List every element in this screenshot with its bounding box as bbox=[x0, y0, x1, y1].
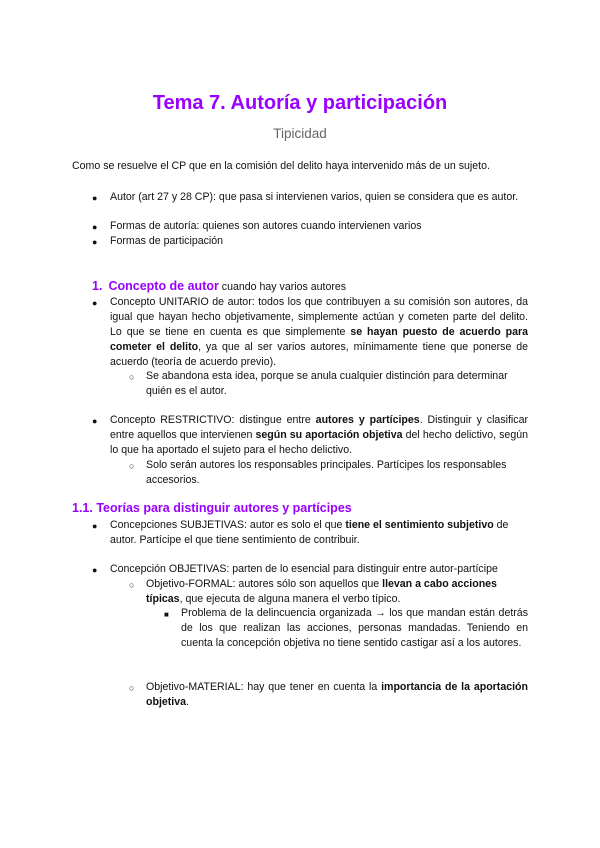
list-item: Concepción OBJETIVAS: parten de lo esencial para distinguir entre autor-partícipe bbox=[110, 563, 498, 575]
list-item: Concepciones SUBJETIVAS: autor es solo el que tiene el sentimiento subjetivo de autor. Partícipe el que tiene sentimiento de contribuir. bbox=[110, 519, 509, 546]
square-bullet-icon: ■ bbox=[164, 610, 169, 619]
bullet-icon: ● bbox=[92, 416, 98, 426]
list-item: Problema de la delincuencia organizada → los que mandan están detrás de los que realizan las acciones, personas mandadas. Teniendo en cuenta la concepción objetiva no tiene sentido castigar así a los autores. bbox=[181, 607, 528, 649]
section-1-heading bbox=[92, 278, 346, 295]
bullet-icon: ● bbox=[92, 565, 98, 575]
section-number: 1. bbox=[92, 279, 103, 293]
list-item: Concepto UNITARIO de autor: todos los que contribuyen a su comisión son autores, da igual que hayan hecho objetivamente, simplemente actúan y cometen parte del delito. Lo que se tiene en cuenta es que simplemente se hayan puesto de acuerdo para cometer el delito, ya que al ser varios autores, mínimamente tiene que ponerse de acuerdo (teoría de acuerdo previo). bbox=[110, 296, 529, 368]
list-item: Objetivo-FORMAL: autores sólo son aquellos que llevan a cabo acciones típicas, que ejecuta de alguna manera el verbo típico. bbox=[146, 578, 497, 605]
bullet-icon: ● bbox=[92, 298, 98, 308]
bullet-icon: ● bbox=[92, 222, 98, 232]
bullet-icon: ● bbox=[92, 237, 98, 247]
list-item: Objetivo-MATERIAL: hay que tener en cuenta la importancia de la aportación objetiva. bbox=[146, 681, 528, 708]
list-item: Concepto RESTRICTIVO: distingue entre autores y partícipes. Distinguir y clasificar entre aquellos que intervienen según su aportación objetiva del hecho delictivo, según lo que ha aportado el sujeto para el hecho delictivo. bbox=[110, 414, 528, 456]
page-subtitle: Tipicidad bbox=[273, 126, 327, 141]
intro-paragraph: Como se resuelve el CP que en la comisión del delito haya intervenido más de un sujeto. bbox=[72, 160, 490, 172]
circle-bullet-icon: ○ bbox=[129, 461, 135, 471]
bullet-icon: ● bbox=[92, 521, 98, 531]
list-item: Se abandona esta idea, porque se anula cualquier distinción para determinar quién es el autor. bbox=[146, 370, 508, 397]
circle-bullet-icon: ○ bbox=[129, 580, 135, 590]
section-1-1-heading: 1.1. Teorías para distinguir autores y partícipes bbox=[72, 501, 352, 515]
list-item: Formas de autoría: quienes son autores cuando intervienen varios bbox=[110, 220, 422, 232]
circle-bullet-icon: ○ bbox=[129, 372, 135, 382]
list-item: Solo serán autores los responsables principales. Partícipes los responsables accesorios. bbox=[146, 459, 507, 486]
bullet-icon: ● bbox=[92, 193, 98, 203]
page-title: Tema 7. Autoría y participación bbox=[152, 92, 448, 114]
section-heading-rest: cuando hay varios autores bbox=[218, 281, 347, 293]
section-heading-text: Concepto de autor bbox=[108, 279, 219, 293]
list-item: Formas de participación bbox=[110, 235, 224, 247]
list-item: Autor (art 27 y 28 CP): que pasa si intervienen varios, quien se considera que es autor. bbox=[110, 191, 519, 203]
circle-bullet-icon: ○ bbox=[129, 683, 135, 693]
